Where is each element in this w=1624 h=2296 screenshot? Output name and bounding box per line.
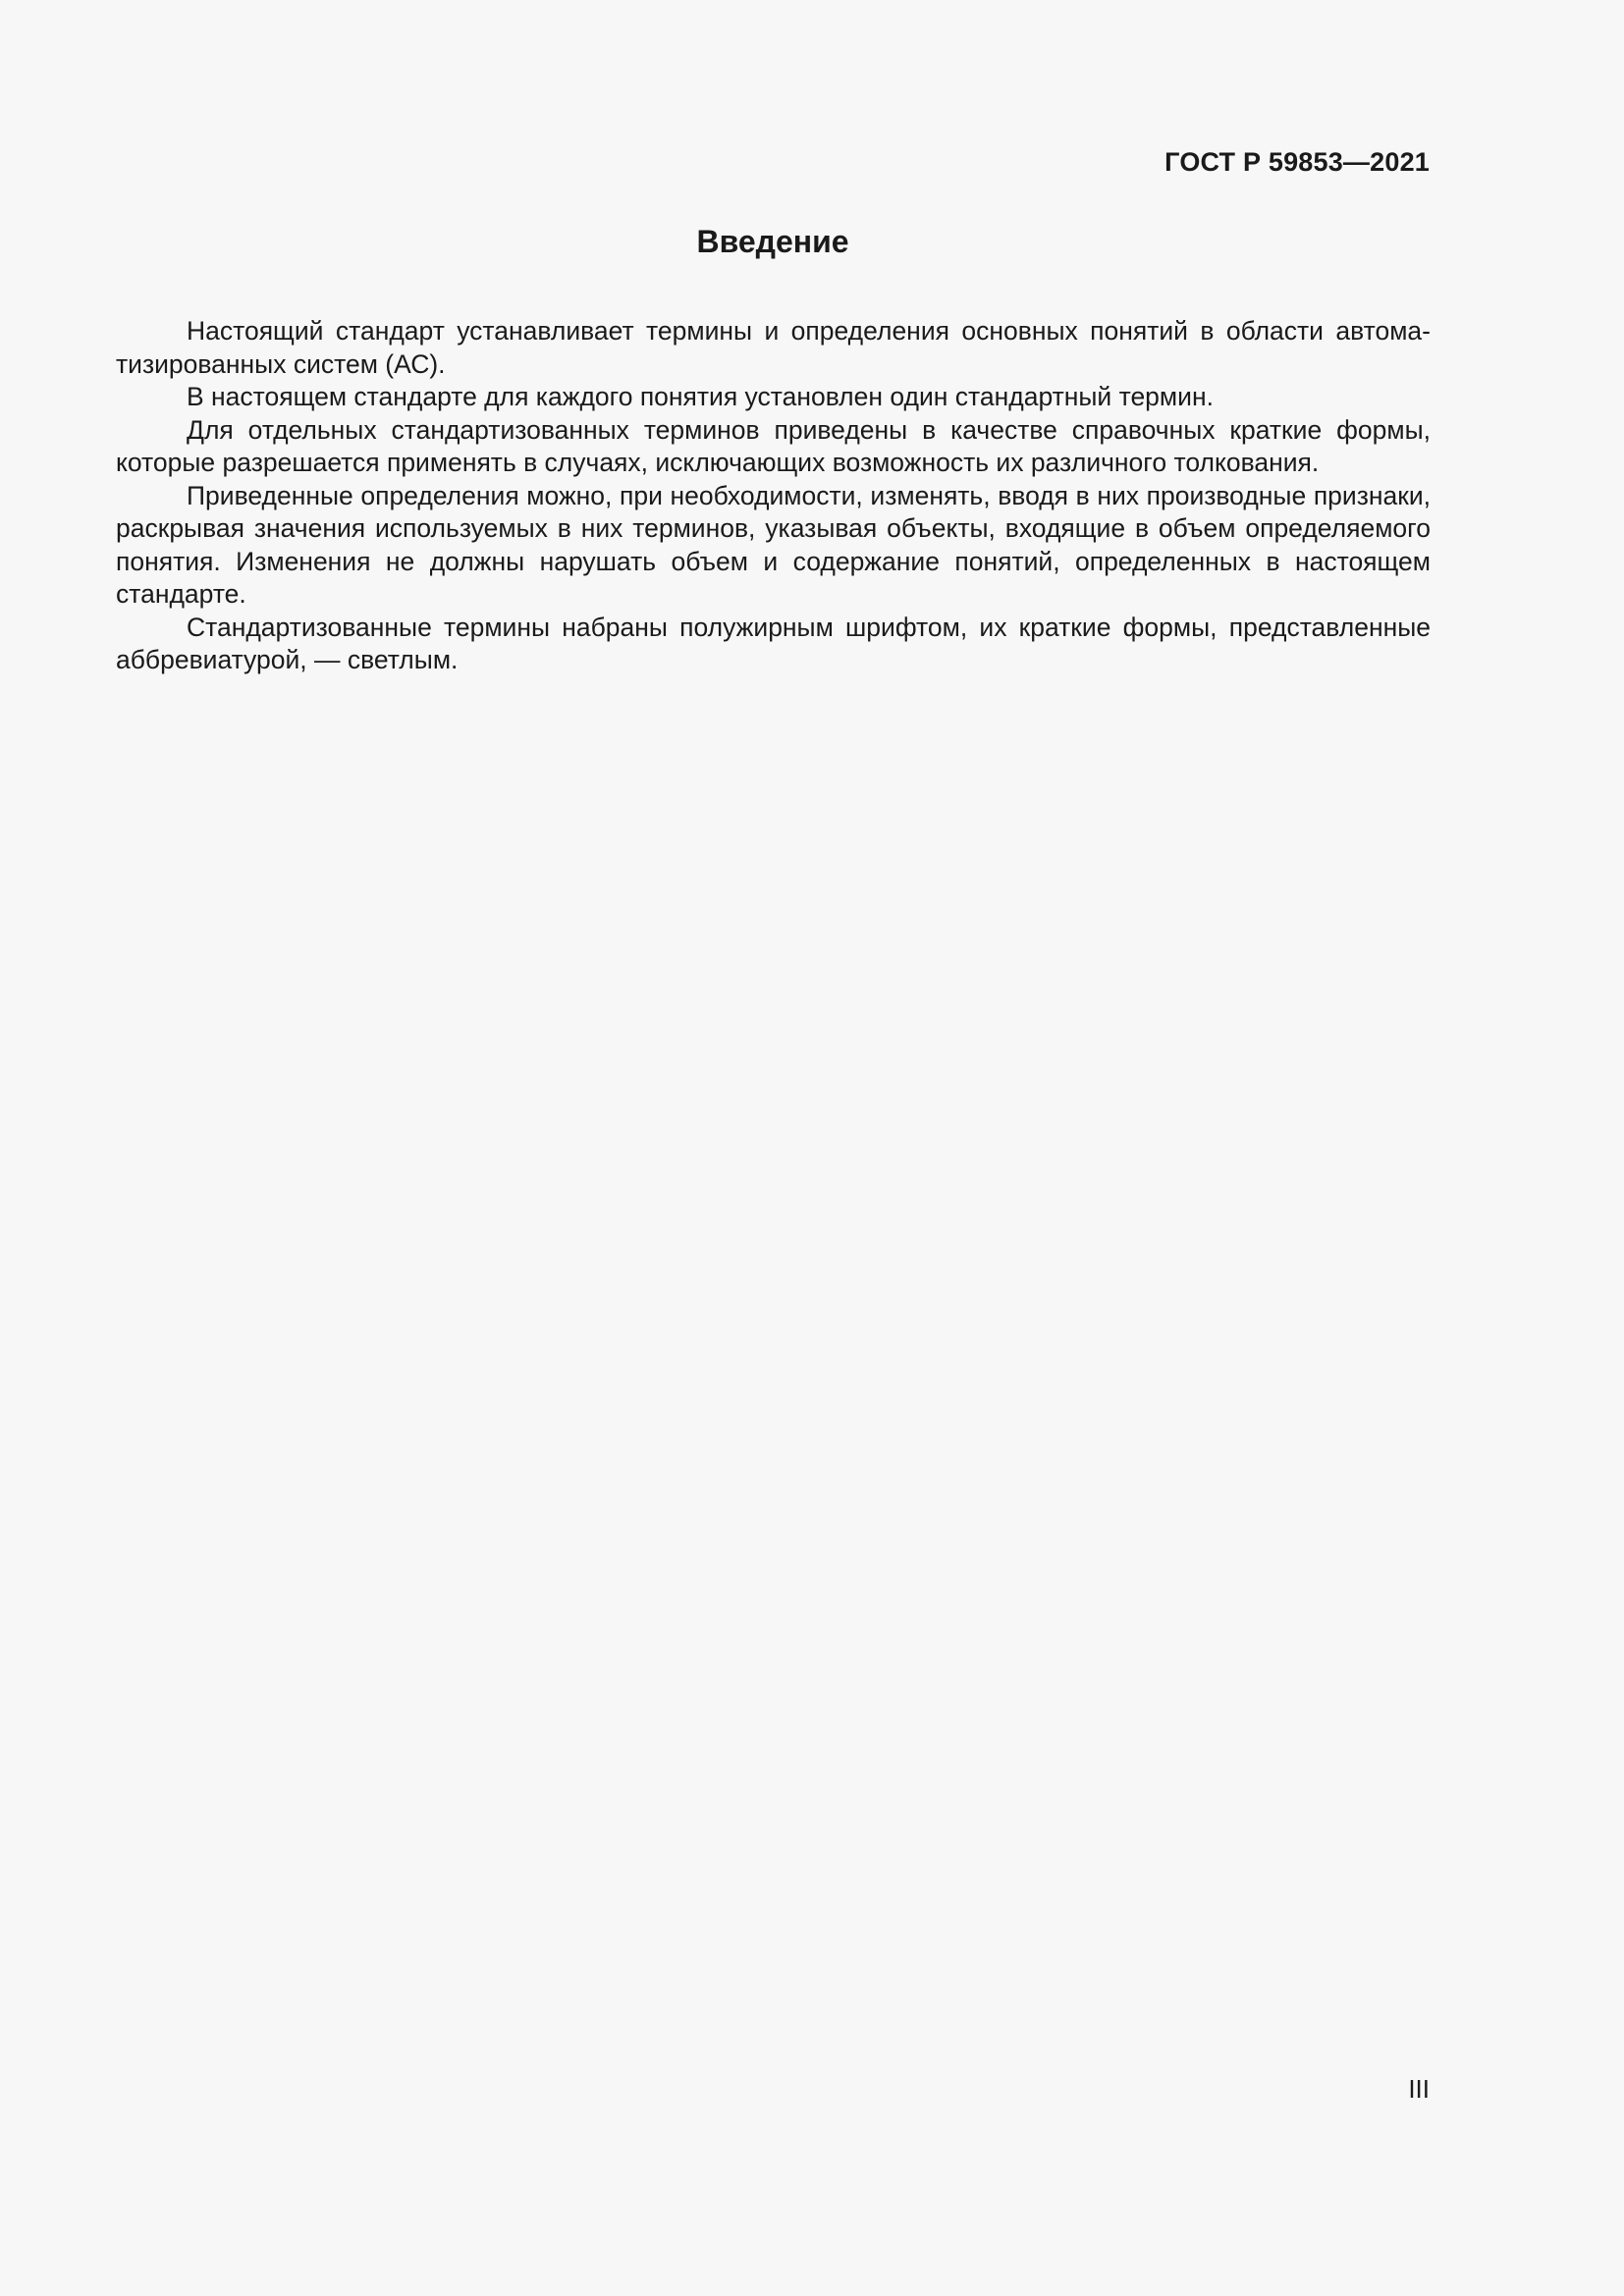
paragraph: В настоящем стандарте для каждого понятия установлен один стандартный термин. [187, 382, 1214, 411]
document-code: ГОСТ Р 59853—2021 [1164, 147, 1430, 177]
paragraph: Настоящий стандарт устанавливает термины и определения основных понятий в области автоматизированных систем (АС). [116, 316, 1431, 379]
section-title: Введение [696, 224, 849, 259]
paragraph: Для отдельных стандартизованных терминов приведены в качестве справочных краткие формы, которые разрешается применять в случаях, исключающих возможность их различного толкования. [116, 414, 1431, 477]
paragraph: Стандартизованные термины набраны полужирным шрифтом, их краткие формы, представленные аббревиатурой, — светлым. [116, 612, 1431, 674]
introduction-body [116, 315, 1431, 677]
paragraph: Приведенные определения можно, при необходимости, изменять, вводя в них производные признаки, раскрывая значения используемых в них терминов, указывая объекты, входящие в объем определяемого понятия. Изменения не должны нарушать объем и содержание понятий, определенных в настоящем стандарте. [116, 480, 1431, 609]
page-number: III [1408, 2074, 1430, 2104]
